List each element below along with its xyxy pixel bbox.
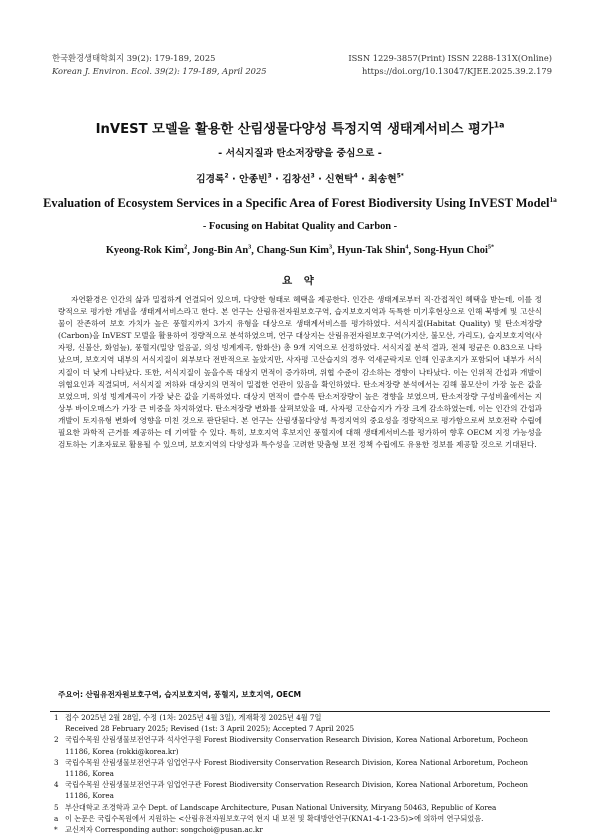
doi-link[interactable]: https://doi.org/10.13047/KJEE.2025.39.2.179 (362, 65, 552, 76)
author: 안종빈$^3$ (239, 173, 272, 185)
title-korean: InVEST 모델을 활용한 산림생물다양성 특정지역 생태계서비스 평가$^{1a}$ (95, 120, 505, 137)
journal-citation (52, 52, 267, 77)
authors-english: Kyeong-Rok Kim$^2$, Jong-Bin An$^3$, Chang-Sun Kim$^3$, Hyun-Tak Shin$^4$, Song-Hyun Choi$^{5*}$ (105, 244, 495, 257)
journal-ko: 한국환경생태학회지 39(2): 179-189, 2025 (52, 53, 216, 63)
footnote: 1 접수 2025년 2월 28일, 수정 (1차: 2025년 4월 3일), 게재확정 2025년 4월 7일 (54, 713, 322, 722)
author: 최송현$^{5*}$ (368, 173, 404, 185)
footnote: * 교신저자 Corresponding author: songchoi@pusan.ac.kr (54, 825, 263, 835)
footnote: Received 28 February 2025; Revised (1st: 3 April 2025); Accepted 7 April 2025 (65, 724, 355, 734)
subtitle-english: - Focusing on Habitat Quality and Carbon - (202, 221, 398, 232)
author: 신현탁$^4$ (325, 173, 358, 185)
footnote: 4 국립수목원 산림생물보전연구과 임업연구관 Forest Biodiversity Conservation Research Division, Korea National Arboretum, Pocheon 11186, Korea (54, 780, 529, 801)
footnote: 5 부산대학교 조경학과 교수 Dept. of Landscape Architecture, Pusan National University, Miryang 50463, Republic of Korea (54, 802, 497, 812)
journal-identifiers (348, 52, 552, 77)
subtitle-korean: - 서식지질과 탄소저장량을 중심으로 - (218, 148, 382, 159)
abstract-body: 자연환경은 인간의 삶과 밀접하게 연결되어 있으며, 다양한 형태로 혜택을 제공한다. 인간은 생태계로부터 직·간접적인 혜택을 받는데, 이를 정량적으로 평가한 개념을 생태계서비스라고 한다. 본 연구는 산림유전자원보호구역, 습지보호지역과 독특한 미기후현상으로 인해 북방계 및 고산식물이 잔존하여 보호 가치가 높은 풍혈지까지 3가지 유형을 대상으로 생태계서비스를 평가하였다. 서식지질(Habitat Quality) 및 탄소저장량(Carbon)을 InVEST 모델을 활용하여 정량적으로 분석하였으며, 연구 대상지는 산림유전자원보호구역(가지산, 불모산, 가리도), 습지보호지역(사자평, 신불산, 화엄늪), 풍혈지(밀양 얼음골, 의성 빙계계곡, 함화산) 총 9개 지역으로 선정하였다. 서식지질 분석 결과, 전체 평균은 0.83으로 나타났으며, 보호지역 내부의 서식지질이 외부보다 전반적으로 높았지만, 사자평 고산습지의 경우 억새군락지로 인해 인공초지가 포함되어 내부가 서식지질이 더 낮게 나타났다. 또한, 서식지질이 높을수록 대상지 면적이 증가하며, 위협 수준이 감소하는 경향이 나타났다. 이는 인위적 간섭과 개발이 위협요인과 직결되며, 서식지질 저하와 대상지의 면적이 밀접한 연관이 있음을 확인하였다. 탄소저장량 분석에서는 김해 불모산이 가장 높은 값을 보였으며, 의성 빙계계곡이 가장 낮은 값을 기록하였다. 대상지 면적이 클수록 탄소저장량이 높은 경향을 보였으며, 탄소저장량 구성비율에서는 지상부 바이오매스가 가장 큰 비중을 차지하였다. 탄소저장량 변화를 살펴보았을 때, 사자평 고산습지가 가장 크게 감소하였는데, 이는 인간의 간섭과 개발이 토지유형 변화에 영향을 미친 것으로 판단된다. 본 연구는 산림생물다양성 특정지역의 중요성을 정량적으로 평가함으로써 보호전략 수립에 필요한 과학적 근거를 제공하는 데 기여할 수 있다. 특히, 보호지역 후보지인 풍혈지에 대해 생태계서비스를 평가하여 향후 OECM 지정 가능성을 검토하는 기초자료로 활용될 수 있으며, 보호지역의 다양성과 특수성을 고려한 맞춤형 보전 정책 수립에도 유용한 정보를 제공할 것으로 기대된다. (58, 295, 542, 450)
author: 김경록$^2$ (196, 173, 229, 185)
abstract-heading: 요 약 (282, 275, 318, 287)
issn: ISSN 1229-3857(Print) ISSN 2288-131X(Online) (348, 53, 552, 63)
footnote: 3 국립수목원 산림생물보전연구과 임업연구사 Forest Biodiversity Conservation Research Division, Korea National Arboretum, Pocheon 11186, Korea (54, 757, 529, 779)
author: Hyun-Tak Shin$^4$ (337, 244, 409, 257)
footnote: a 이 논문은 국립수목원에서 지원하는 <산림유전자원보호구역 현지 내 보전 및 확대방안연구(KNA1-4-1-23-5)>에 의하여 연구되었음. (54, 813, 484, 823)
keywords-label: 주요어: (58, 690, 84, 699)
keywords-list: 산림유전자원보호구역, 습지보호지역, 풍혈지, 보호지역, OECM (85, 690, 302, 699)
author: Song-Hyun Choi$^{5*}$ (413, 244, 495, 257)
author: Kyeong-Rok Kim$^2$ (105, 244, 188, 257)
keywords (58, 689, 542, 700)
title-english: Evaluation of Ecosystem Services in a Specific Area of Forest Biodiversity Using InVEST Model$^{1a}$ (43, 195, 557, 211)
journal-en: Korean J. Environ. Ecol. 39(2): 179-189, April 2025 (52, 65, 267, 76)
author: Chang-Sun Kim$^3$ (256, 244, 333, 257)
author: Jong-Bin An$^3$ (192, 244, 252, 257)
footnote: 2 국립수목원 산림생물보전연구과 석사연구원 Forest Biodiversity Conservation Research Division, Korea National Arboretum, Pocheon 11186, Korea (rokki@korea.kr) (54, 735, 529, 756)
author: 김창선$^3$ (282, 173, 315, 185)
footnotes (54, 712, 546, 835)
authors-korean: 김경록$^2$ · 안종빈$^3$ · 김창선$^3$ · 신현탁$^4$ · 최송현$^{5*}$ (196, 173, 404, 185)
